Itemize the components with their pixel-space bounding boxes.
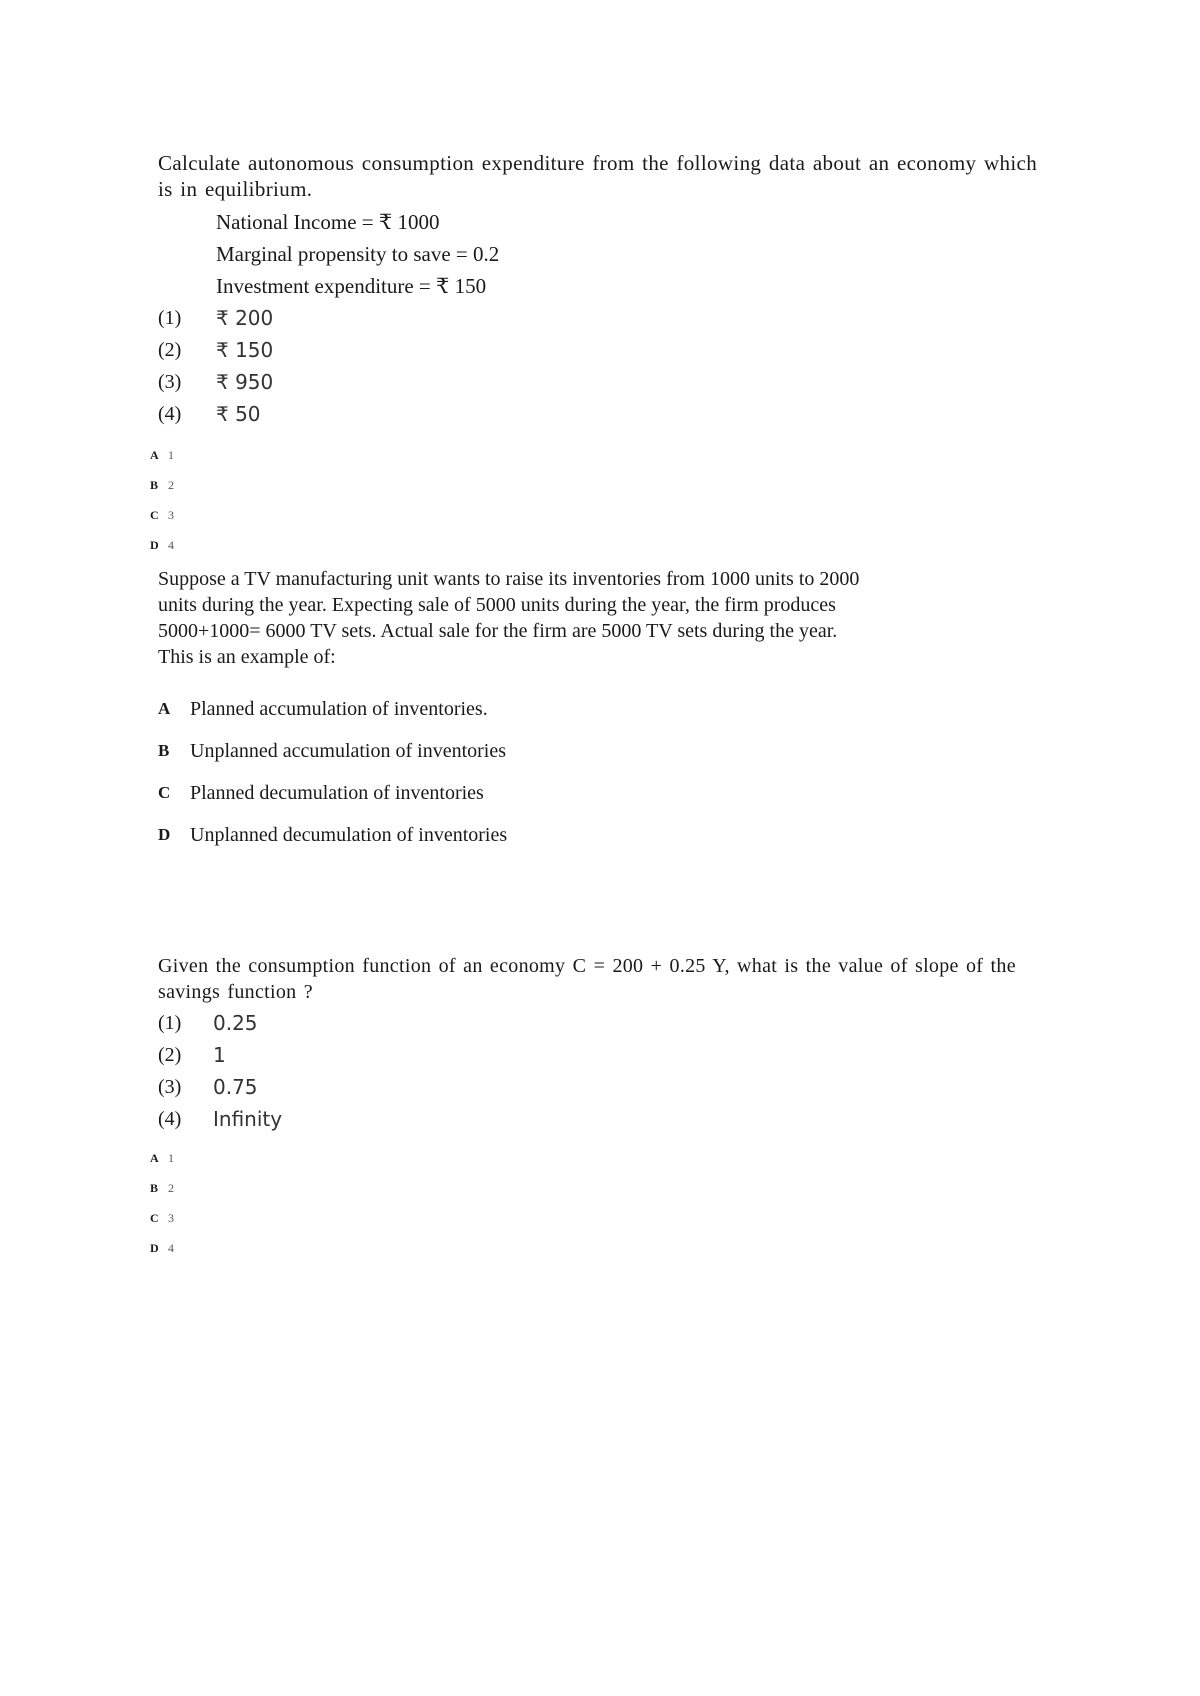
option-row xyxy=(158,772,898,814)
question-1 xyxy=(150,150,1038,560)
option-text: Unplanned decumulation of inventories xyxy=(190,824,508,846)
option-number: (1) xyxy=(158,1012,182,1034)
option-value: ₹ 50 xyxy=(216,402,261,426)
option-number: (2) xyxy=(158,1044,182,1066)
option-row xyxy=(158,814,898,856)
answer-choice xyxy=(150,530,1038,560)
answer-letter: B xyxy=(150,1181,159,1195)
answer-value: 4 xyxy=(168,1241,174,1255)
answer-letter: B xyxy=(150,478,159,492)
question-3-answer-choices xyxy=(150,1143,1038,1263)
answer-value: 1 xyxy=(168,1151,174,1165)
option-row xyxy=(158,730,898,772)
option-letter: D xyxy=(158,825,171,844)
question-1-stem: Calculate autonomous consumption expenditure from the following data about an economy which is in equilibrium. xyxy=(158,151,1038,201)
answer-choice xyxy=(150,1203,1038,1233)
option-number: (3) xyxy=(158,371,182,393)
question-2 xyxy=(158,566,898,856)
option-text: Unplanned accumulation of inventories xyxy=(190,740,507,762)
option-row xyxy=(158,334,1038,366)
answer-letter: A xyxy=(150,448,159,462)
option-row xyxy=(158,302,1038,334)
option-value: ₹ 950 xyxy=(216,370,274,394)
answer-value: 4 xyxy=(168,538,174,552)
given-line: National Income = ₹ 1000 xyxy=(216,210,440,234)
option-text: Planned accumulation of inventories. xyxy=(190,698,488,720)
option-value: ₹ 150 xyxy=(216,338,274,362)
answer-value: 1 xyxy=(168,448,174,462)
option-row xyxy=(158,366,1038,398)
option-value: 0.25 xyxy=(213,1011,258,1035)
question-1-options xyxy=(158,302,1038,430)
option-row xyxy=(158,1039,1038,1071)
question-3 xyxy=(150,953,1038,1263)
option-number: (4) xyxy=(158,1108,182,1130)
option-value: ₹ 200 xyxy=(216,306,274,330)
question-2-stem: Suppose a TV manufacturing unit wants to raise its inventories from 1000 units to 2000 units during the year. Expecting sale of 5000 units during the year, the firm produces 5000+1000= 6000 TV sets. Actual sale for the firm are 5000 TV sets during the year. xyxy=(158,568,860,642)
answer-value: 2 xyxy=(168,1181,174,1195)
given-line: Investment expenditure = ₹ 150 xyxy=(216,274,487,298)
option-number: (2) xyxy=(158,339,182,361)
answer-letter: A xyxy=(150,1151,159,1165)
option-letter: A xyxy=(158,699,171,718)
option-row xyxy=(158,398,1038,430)
answer-choice xyxy=(150,440,1038,470)
option-value: Infinity xyxy=(213,1107,283,1131)
answer-value: 3 xyxy=(168,1211,174,1225)
answer-letter: D xyxy=(150,1241,159,1255)
option-letter: C xyxy=(158,783,171,802)
question-2-options xyxy=(158,688,898,856)
answer-letter: D xyxy=(150,538,159,552)
answer-letter: C xyxy=(150,1211,159,1225)
answer-value: 3 xyxy=(168,508,174,522)
question-3-stem: Given the consumption function of an economy C = 200 + 0.25 Y, what is the value of slope of the savings function ? xyxy=(158,955,1016,1003)
option-value: 0.75 xyxy=(213,1075,258,1099)
option-number: (1) xyxy=(158,307,182,329)
answer-choice xyxy=(150,1143,1038,1173)
option-row xyxy=(158,1007,1038,1039)
option-row xyxy=(158,1071,1038,1103)
answer-choice xyxy=(150,1233,1038,1263)
question-1-answer-choices xyxy=(150,440,1038,560)
answer-letter: C xyxy=(150,508,159,522)
option-value: 1 xyxy=(213,1043,226,1067)
answer-choice xyxy=(150,470,1038,500)
option-number: (3) xyxy=(158,1076,182,1098)
question-3-options xyxy=(158,1007,1038,1135)
question-1-given-data xyxy=(216,206,1038,302)
option-row xyxy=(158,1103,1038,1135)
answer-choice xyxy=(150,1173,1038,1203)
answer-choice xyxy=(150,500,1038,530)
given-line: Marginal propensity to save = 0.2 xyxy=(216,242,500,266)
question-2-prompt: This is an example of: xyxy=(158,646,336,668)
answer-value: 2 xyxy=(168,478,174,492)
option-letter: B xyxy=(158,741,170,760)
option-text: Planned decumulation of inventories xyxy=(190,782,484,804)
option-row xyxy=(158,688,898,730)
option-number: (4) xyxy=(158,403,182,425)
